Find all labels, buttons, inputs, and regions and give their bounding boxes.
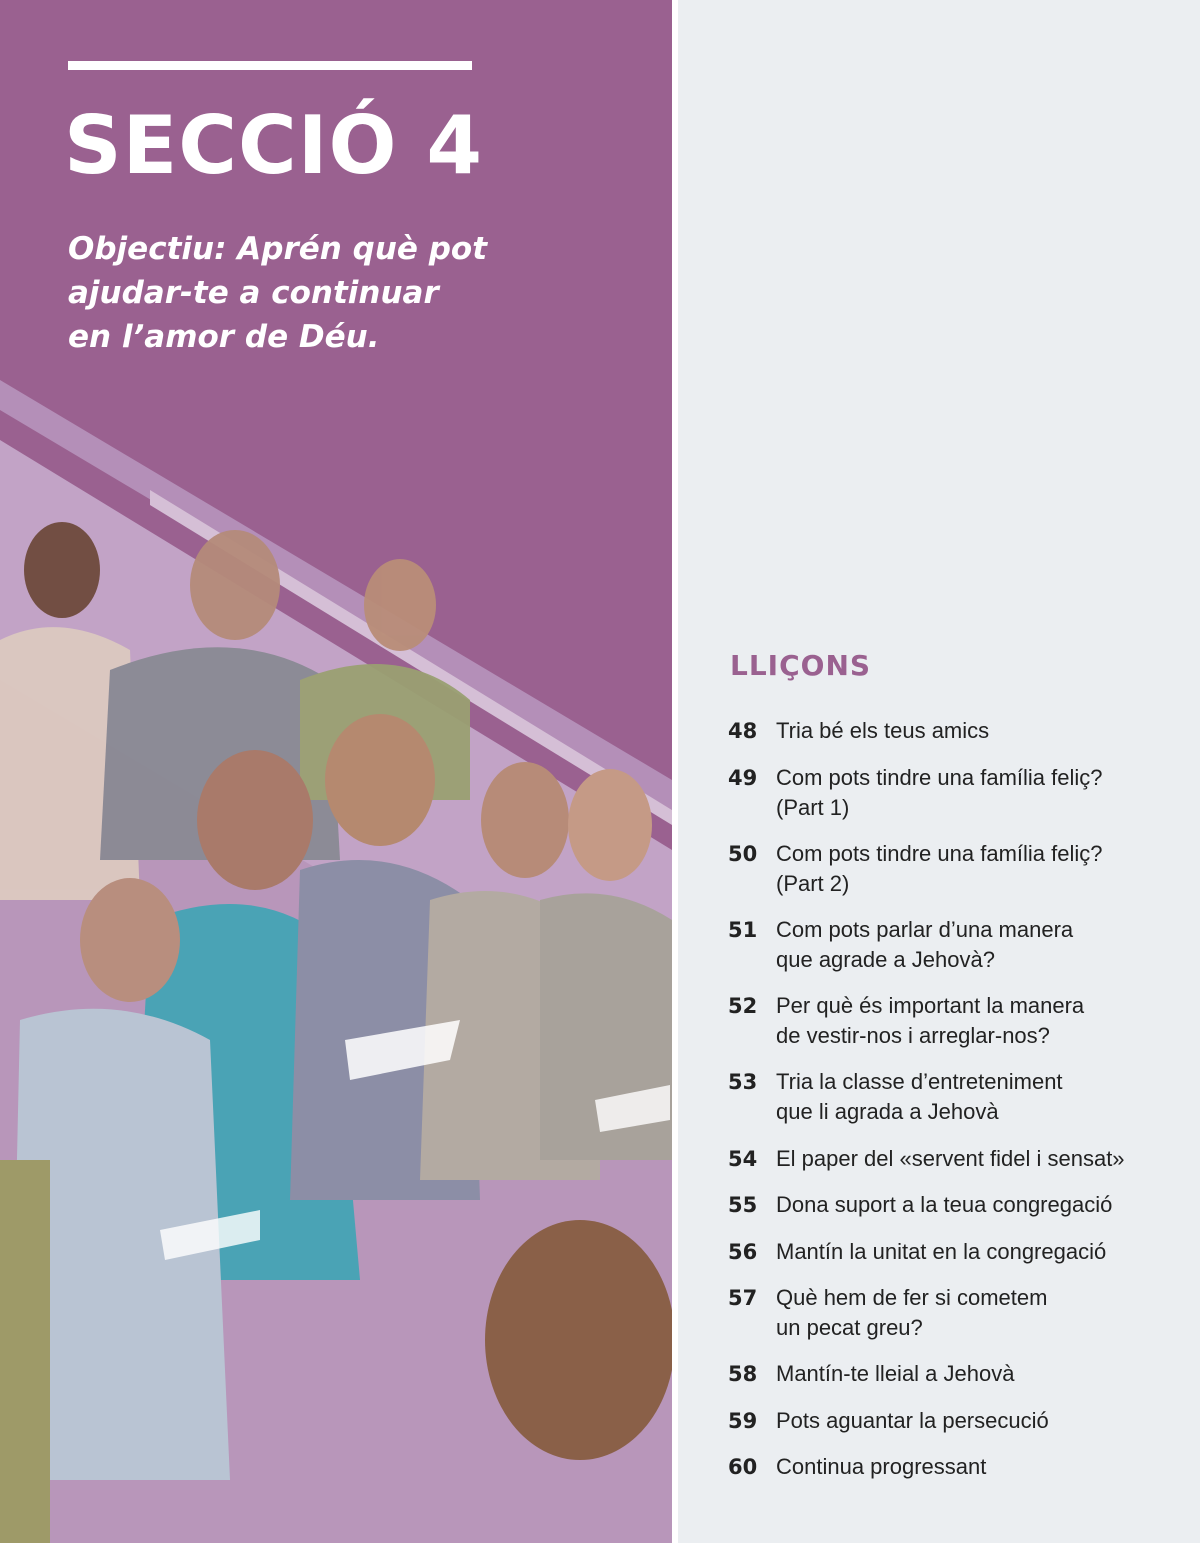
lesson-number: 60 — [728, 1455, 758, 1479]
lesson-number: 57 — [728, 1286, 758, 1310]
lesson-number: 49 — [728, 766, 758, 790]
lesson-number: 48 — [728, 719, 758, 743]
lesson-number: 53 — [728, 1070, 758, 1094]
lesson-title: Mantín la unitat en la congregació — [776, 1239, 1107, 1264]
lesson-number: 51 — [728, 918, 758, 942]
section-objective: Objectiu: Aprén què pot ajudar-te a continuar en l’amor de Déu. — [68, 231, 488, 355]
lesson-number: 58 — [728, 1362, 758, 1386]
lesson-item[interactable] — [728, 1406, 1176, 1436]
lesson-title: Com pots tindre una família feliç? (Part 2) — [776, 841, 1103, 896]
lesson-title: Com pots tindre una família feliç? (Part 1) — [776, 765, 1103, 820]
lesson-title: Dona suport a la teua congregació — [776, 1192, 1113, 1217]
lesson-title: Pots aguantar la persecució — [776, 1408, 1049, 1433]
lesson-number: 52 — [728, 994, 758, 1018]
lesson-number: 54 — [728, 1147, 758, 1171]
lesson-title: Per què és important la manera de vestir-nos i arreglar-nos? — [776, 993, 1085, 1048]
congregation-illustration — [0, 380, 672, 1543]
lesson-title: Què hem de fer si cometem un pecat greu? — [776, 1285, 1048, 1340]
lesson-item[interactable] — [728, 915, 1176, 975]
lesson-item[interactable] — [728, 1359, 1176, 1389]
lesson-item[interactable] — [728, 1452, 1176, 1482]
lesson-item[interactable] — [728, 1283, 1176, 1343]
lesson-title: El paper del «servent fidel i sensat» — [776, 1146, 1125, 1171]
lesson-item[interactable] — [728, 716, 1176, 746]
lesson-title: Tria la classe d’entreteniment que li agrada a Jehovà — [776, 1069, 1063, 1124]
title-rule — [68, 61, 472, 70]
lesson-item[interactable] — [728, 1144, 1176, 1174]
section-title: SECCIÓ 4 — [64, 99, 483, 192]
lesson-number: 59 — [728, 1409, 758, 1433]
lesson-number: 56 — [728, 1240, 758, 1264]
lesson-item[interactable] — [728, 991, 1176, 1051]
lesson-title: Tria bé els teus amics — [776, 718, 990, 743]
lesson-title: Mantín-te lleial a Jehovà — [776, 1361, 1015, 1386]
lessons-heading: LLIÇONS — [730, 649, 872, 682]
lesson-item[interactable] — [728, 763, 1176, 823]
lesson-number: 55 — [728, 1193, 758, 1217]
lesson-number: 50 — [728, 842, 758, 866]
lesson-item[interactable] — [728, 1190, 1176, 1220]
lesson-title: Continua progressant — [776, 1454, 987, 1479]
lesson-item[interactable] — [728, 839, 1176, 899]
lesson-item[interactable] — [728, 1067, 1176, 1127]
lesson-title: Com pots parlar d’una manera que agrade a Jehovà? — [776, 917, 1074, 972]
lesson-item[interactable] — [728, 1237, 1176, 1267]
